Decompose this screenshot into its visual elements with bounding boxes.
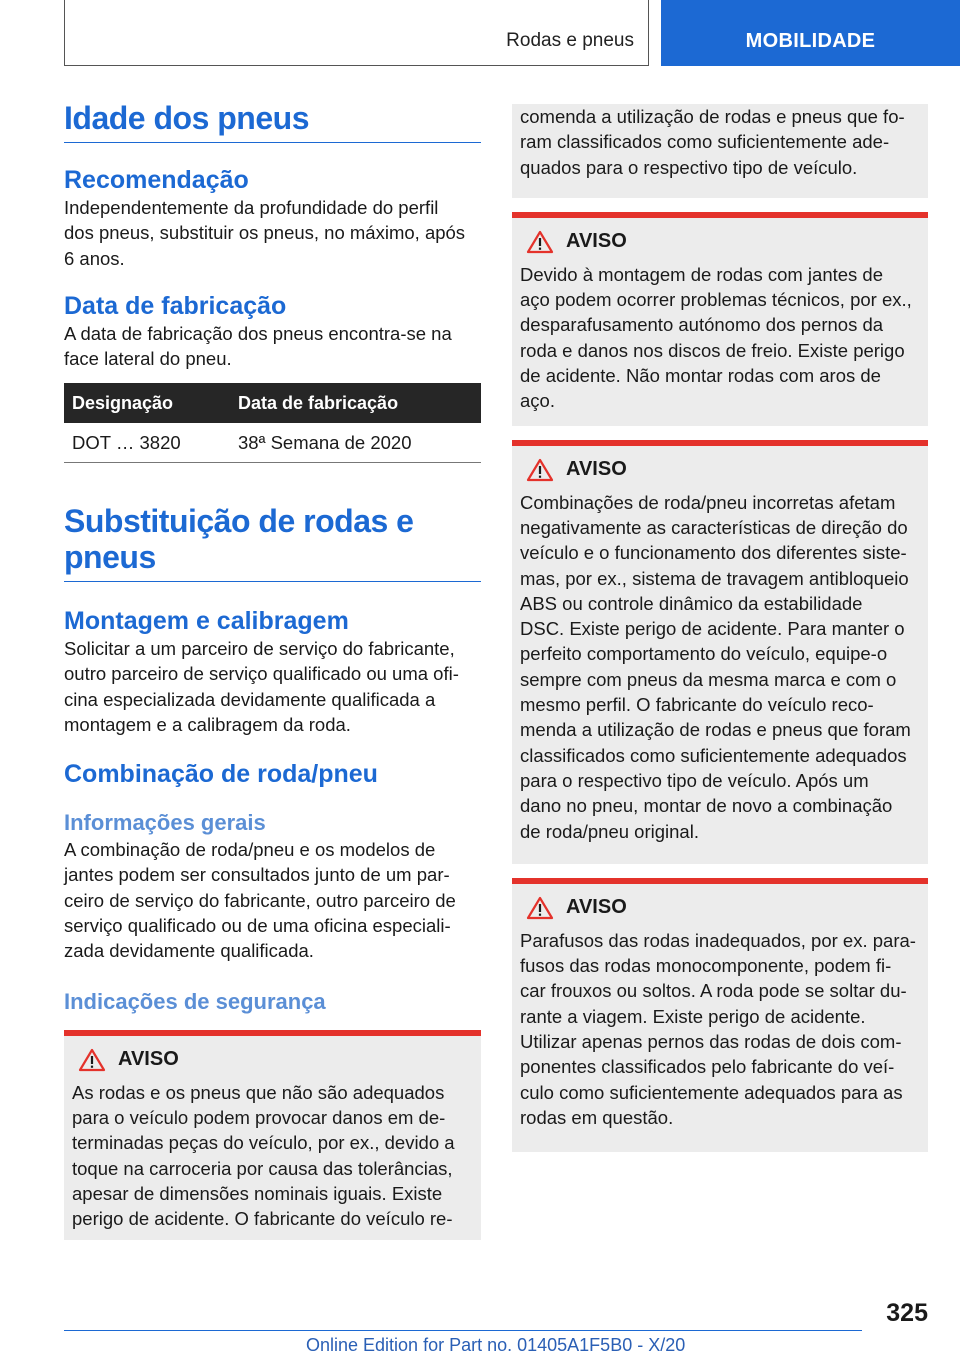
warning-text: Devido à montagem de rodas com jantes de aço podem ocorrer problemas técnicos, por ex., desparafusamento autónomo dos pernos da roda e danos nos discos de freio. Existe perigo de acidente. Não montar rodas com aros de aço. [520, 263, 912, 412]
heading-mounting: Montagem e calibragem [64, 606, 349, 635]
heading-replace-wheels: Substituição de rodas e pneus [64, 503, 481, 582]
header-section-tab [64, 0, 649, 66]
warning-text: Parafusos das rodas inadequados, por ex. para- fusos das rodas monocomponente, podem fi- car frouxos ou soltos. A roda pode se soltar du- rante a viagem. Existe perigo de acidente. Utilizar apenas pernos das rodas de dois com- ponentes classificados pelo fabricante do veí- culo como suficientemente adequados para as rodas em questão. [520, 929, 916, 1128]
warning-triangle-icon [526, 896, 554, 920]
warning-title: AVISO [566, 896, 627, 919]
warning-title: AVISO [566, 458, 627, 481]
paragraph-mounting: Solicitar a um parceiro de serviço do fabricante, outro parceiro de serviço qualificado ou uma ofi- cina especializada devidamente qualificada a montagem e a calibragem da roda. [64, 637, 459, 735]
chapter-title: MOBILIDADE [745, 30, 876, 52]
paragraph-general-info: A combinação de roda/pneu e os modelos de jantes podem ser consultados junto de um par- ceiro de serviço do fabricante, outro parceiro de serviço qualificado ou de uma oficina especiali- zada devidamente qualificada. [64, 839, 456, 962]
warning-triangle-icon [78, 1048, 106, 1072]
left-column [64, 100, 481, 1240]
warning-box [512, 212, 928, 426]
warning-box [64, 1030, 481, 1240]
warning-continuation-text: comenda a utilização de rodas e pneus que fo- ram classificados como suficientemente ade- quados para o respectivo tipo de veículo. [520, 106, 905, 178]
footer-edition: Online Edition for Part no. 01405A1F5B0 - X/20 [306, 1335, 686, 1355]
heading-safety-info: Indicações de segurança [64, 988, 326, 1014]
warning-triangle-icon [526, 458, 554, 482]
warning-text: Combinações de roda/pneu incorretas afetam negativamente as características de direção do veículo e o funcionamento dos diferentes siste- mas, por ex., sistema de travagem antibloqueio ABS ou controle dinâmico da estabilidade DSC. Existe perigo de acidente. Para manter o perfeito comportamento do veículo, equipe-o sempre com pneus da mesma marca e com o mesmo perfil. O fabricante do veículo reco- menda a utilização de rodas e pneus que foram classificados como suficientemente adequados para o respectivo tipo de veículo. Após um dano no pneu, montar de novo a combinação de roda/pneu original. [520, 491, 911, 842]
heading-recommendation: Recomendação [64, 166, 249, 194]
paragraph-recommendation: Independentemente da profundidade do perfil dos pneus, substituir os pneus, no máximo, após 6 anos. [64, 197, 466, 269]
table-header-date: Data de fabricação [230, 383, 481, 423]
table-cell-designation: DOT … 3820 [64, 423, 230, 462]
paragraph-manufacture-date: A data de fabricação dos pneus encontra-se na face lateral do pneu. [64, 322, 452, 370]
table-header-designation: Designação [64, 383, 230, 423]
warning-continuation-box [512, 104, 928, 198]
heading-tire-age: Idade dos pneus [64, 100, 481, 143]
page-number: 325 [886, 1299, 928, 1327]
header-chapter-tab [661, 0, 960, 66]
heading-general-info: Informações gerais [64, 810, 266, 836]
footer-divider [64, 1330, 862, 1331]
manufacture-date-table [64, 383, 481, 463]
table-cell-date: 38ª Semana de 2020 [230, 423, 481, 462]
warning-box [512, 440, 928, 864]
table-row [64, 423, 481, 462]
right-column [512, 100, 928, 1152]
heading-combination: Combinação de roda/pneu [64, 760, 378, 789]
heading-manufacture-date: Data de fabricação [64, 291, 287, 320]
warning-text: As rodas e os pneus que não são adequados para o veículo podem provocar danos em de- terminadas peças do veículo, por ex., devido a toque na carroceria por causa das tolerâncias, apesar de dimensões nominais iguais. Existe perigo de acidente. O fabricante do veículo re- [72, 1081, 455, 1230]
warning-title: AVISO [566, 230, 627, 253]
warning-box [512, 878, 928, 1152]
section-title: Rodas e pneus [506, 30, 634, 51]
warning-title: AVISO [118, 1048, 179, 1071]
warning-triangle-icon [526, 230, 554, 254]
